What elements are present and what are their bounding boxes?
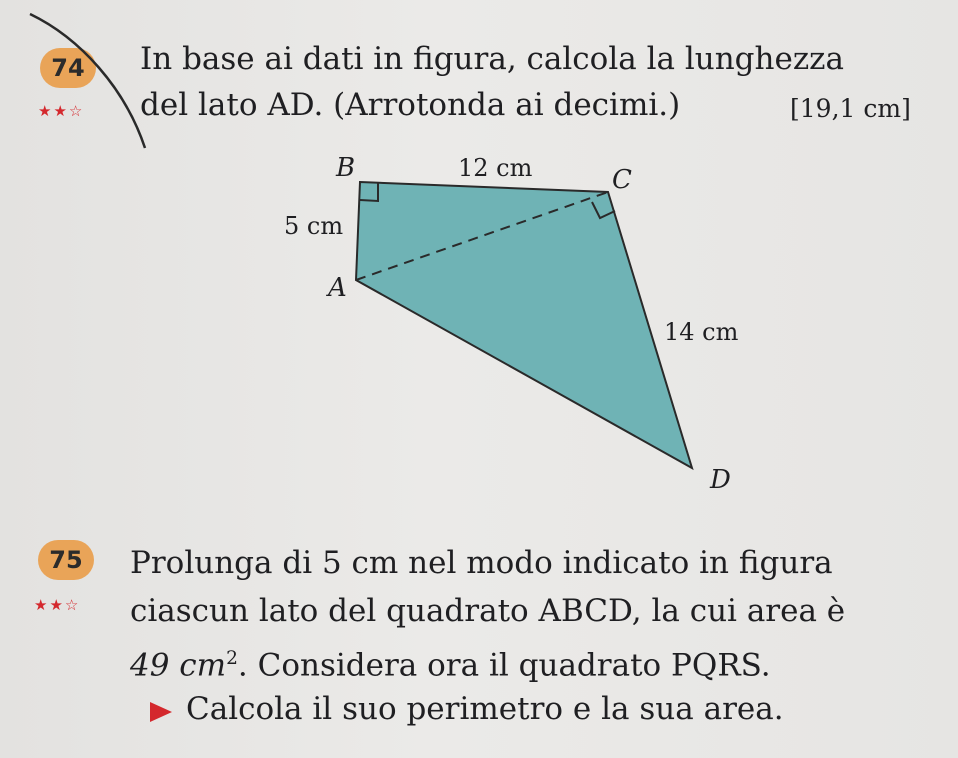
area-value: 49 cm	[130, 647, 227, 684]
difficulty-stars-75: ★★☆	[34, 596, 81, 614]
exercise-74-line-2: del lato AD. (Arrotonda ai decimi.)	[140, 87, 681, 123]
quadrilateral-figure	[270, 150, 790, 510]
vertex-d-label: D	[710, 465, 731, 495]
play-arrow-icon	[150, 702, 172, 722]
exercise-75-line-3	[130, 640, 771, 684]
exercise-75-line-3-rest: . Considera ora il quadrato PQRS.	[237, 647, 771, 684]
exercise-74-line-1: In base ai dati in figura, calcola la lunghezza	[140, 41, 844, 77]
exercise-75-line-1: Prolunga di 5 cm nel modo indicato in figura	[130, 545, 833, 581]
exercise-75-line-2: ciascun lato del quadrato ABCD, la cui area è	[130, 593, 846, 629]
exercise-75-badge: 75	[38, 540, 94, 580]
area-exponent: 2	[226, 648, 238, 669]
exercise-74-badge: 74	[40, 48, 96, 88]
vertex-b-label: B	[336, 153, 356, 183]
vertex-c-label: C	[612, 165, 632, 195]
exercise-75-task: Calcola il suo perimetro e la sua area.	[186, 691, 784, 727]
exercise-74-answer: [19,1 cm]	[790, 94, 911, 123]
side-ab-label: 5 cm	[284, 212, 344, 240]
quadrilateral-abcd	[356, 182, 692, 468]
difficulty-stars-74: ★★☆	[38, 102, 85, 120]
vertex-a-label: A	[328, 273, 347, 303]
pencil-stroke	[20, 8, 170, 158]
side-cd-label: 14 cm	[664, 318, 739, 346]
side-bc-label: 12 cm	[458, 154, 533, 182]
